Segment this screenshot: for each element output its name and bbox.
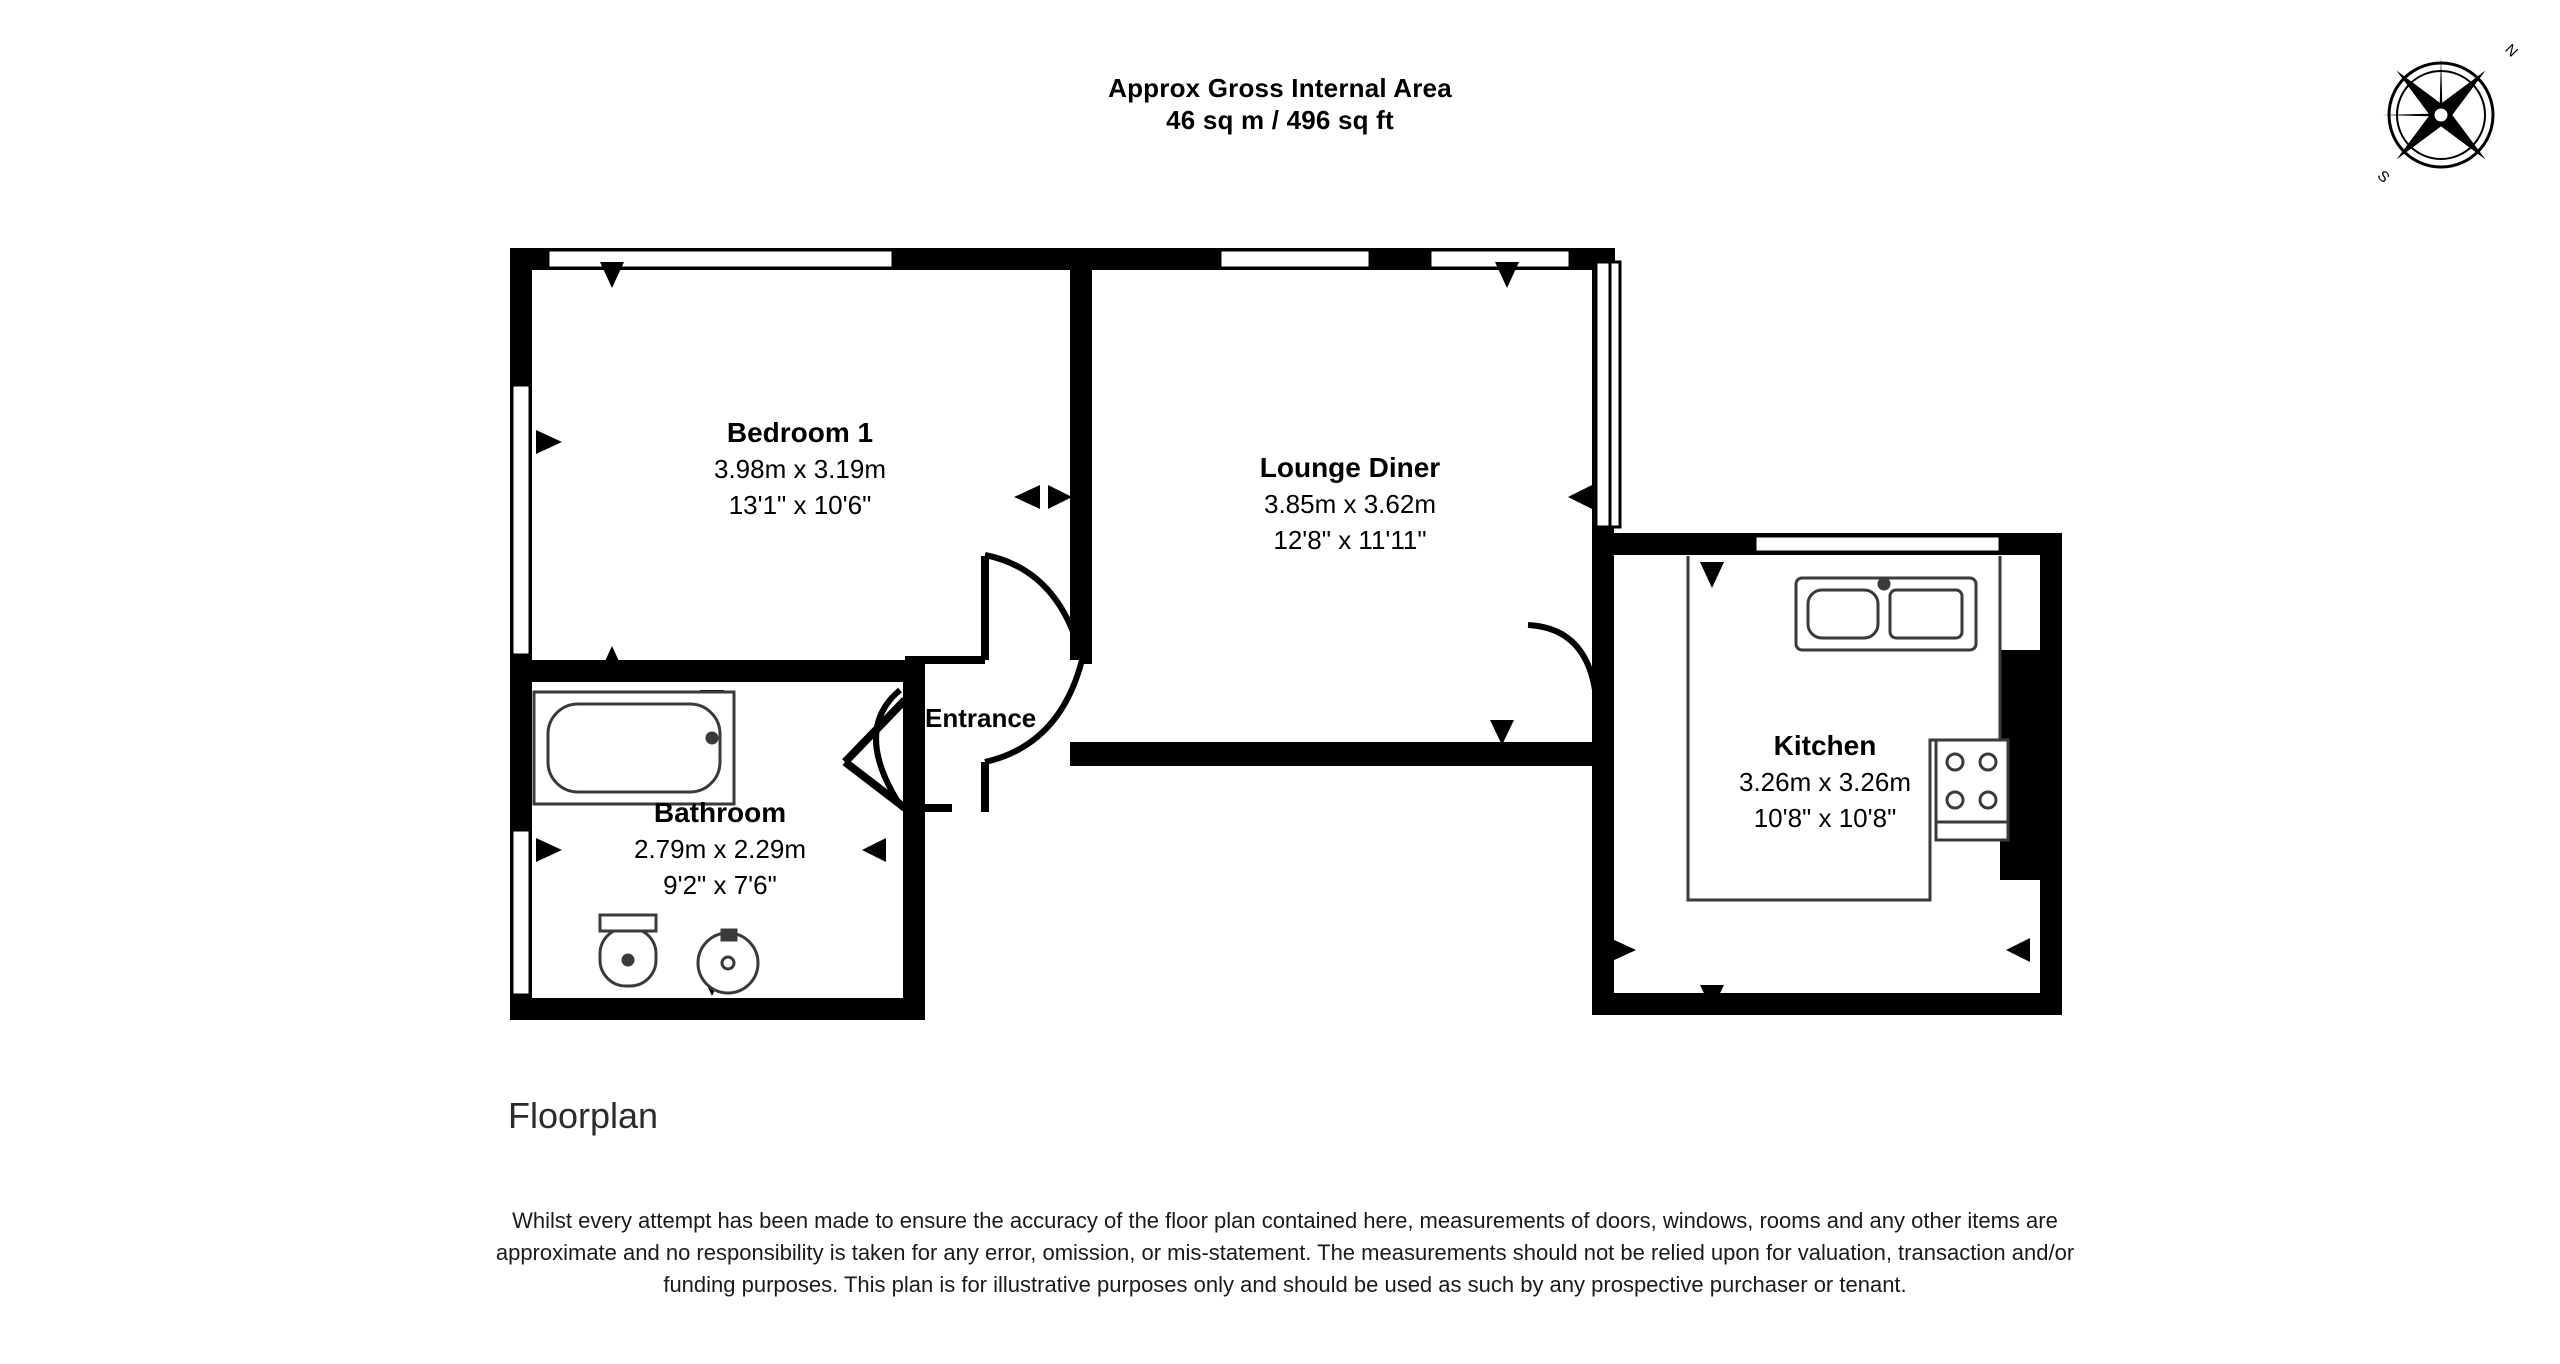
disclaimer-text: Whilst every attempt has been made to ensure the accuracy of the floor plan contained here, measurements of doors, windows, rooms and any other items are approximate and no responsibility is taken for any error, omission, or mis-statement. The measurements should not be relied upon for valuation, transaction and/or funding purposes. This plan is for illustrative purposes only and should be used as such by any prospective purchaser or tenant.: [495, 1208, 2075, 1297]
washbasin-icon: [698, 930, 758, 993]
room-dim-metric: 3.26m x 3.26m: [1739, 767, 1911, 797]
room-name: Bedroom 1: [726, 417, 874, 448]
room-dim-metric: 3.98m x 3.19m: [714, 454, 886, 484]
room-name: Bathroom: [653, 797, 787, 828]
room-label-kitchen: [1660, 728, 1990, 836]
room-dim-imperial: 12'8" x 11'11": [1273, 525, 1427, 555]
room-label-entrance: Entrance: [925, 703, 1037, 733]
floorplan-title: Floorplan: [508, 1095, 659, 1136]
compass-south-label: S: [2373, 167, 2393, 187]
room-dim-metric: 2.79m x 2.29m: [634, 834, 806, 864]
room-dim-metric: 3.85m x 3.62m: [1264, 489, 1436, 519]
toilet-icon: [600, 915, 656, 986]
gross-area-value: 46 sq m / 496 sq ft: [1166, 105, 1394, 135]
gross-area-caption: Approx Gross Internal Area: [1108, 73, 1452, 103]
room-name: Kitchen: [1773, 730, 1877, 761]
compass-north-label: N: [2501, 40, 2522, 61]
doors-group: [848, 545, 1595, 812]
room-label-bedroom-1: [640, 415, 960, 523]
room-label-bathroom: [560, 795, 880, 903]
room-dim-imperial: 9'2" x 7'6": [663, 870, 777, 900]
room-name: Lounge Diner: [1259, 452, 1441, 483]
room-label-lounge-diner: [1180, 450, 1520, 558]
room-dim-imperial: 10'8" x 10'8": [1753, 803, 1897, 833]
room-dim-imperial: 13'1" x 10'6": [728, 490, 872, 520]
sink-icon: [1796, 578, 1976, 650]
